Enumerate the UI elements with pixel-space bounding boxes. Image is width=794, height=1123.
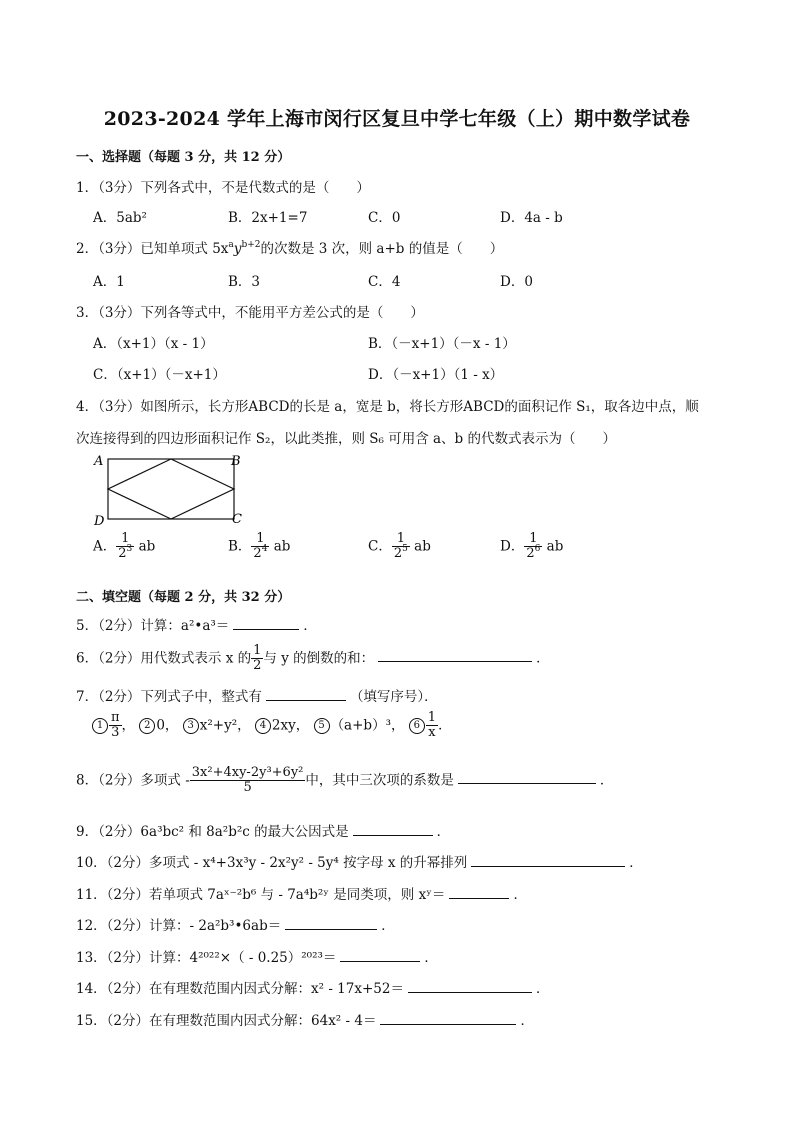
question-10: 10．（2分）多项式 - x⁴+3x³y - 2x²y² - 5y⁴ 按字母 x 的升幂排列 ．: [76, 855, 643, 871]
q2-exp-a: a: [228, 240, 234, 250]
question-15: 15．（2分）在有理数范围内因式分解：64x² - 4＝ ．: [76, 1013, 534, 1029]
q3-option-c: C．（x+1）（－x+1）: [93, 367, 226, 383]
q4-option-d: D． $\frac{1}{2^6}$ ab: [500, 531, 564, 562]
question-4-line-2: 次连接得到的四边形面积记作 S₂，以此类推，则 S₆ 可用含 a、b 的代数式表示为（ ）: [76, 431, 616, 447]
q6-answer-blank[interactable]: [378, 649, 532, 662]
question-6: 6．（2分）用代数式表示 x 的 $\frac{1}{2}$ 与 y 的倒数的和： ．: [76, 643, 550, 674]
label-d: D: [94, 514, 105, 529]
q3-option-b: B．（－x+1）（－x - 1）: [368, 336, 516, 352]
q9-answer-blank[interactable]: [353, 823, 433, 836]
inner-rhombus: [108, 459, 234, 519]
q8-answer-blank[interactable]: [458, 771, 596, 784]
q2-exp-b: b+2: [241, 240, 261, 250]
q4-option-c: C． $\frac{1}{2^5}$ ab: [368, 531, 431, 562]
q13-answer-blank[interactable]: [340, 949, 420, 962]
question-9: 9．（2分）6a³bc² 和 8a²b²c 的最大公因式是 ．: [76, 824, 451, 840]
q3-option-d: D．（－x+1）（1 - x）: [368, 367, 504, 383]
question-14: 14．（2分）在有理数范围内因式分解：x² - 17x+52＝ ．: [76, 981, 550, 997]
q2-option-b: B．3: [228, 274, 261, 290]
q4-option-a: A． $\frac{1}{2^3}$ ab: [93, 531, 156, 562]
q2-option-a: A．1: [93, 274, 125, 290]
question-8: 8．（2分）多项式 - $\frac{\text{3x²+4xy-2y³+6y²}}{5}$ 中，其中三次项的系数是 ．: [76, 765, 614, 796]
q7-items: 1 $\frac{\pi}{3}$ ， 2 0， 3 x²+y²， 4 2xy， 5 （a+b）³， 6 $\frac{1}{x}$ ．: [92, 711, 452, 741]
q5-answer-blank[interactable]: [233, 617, 299, 630]
q1-option-b: B．2x+1=7: [228, 210, 308, 226]
section-fill-heading: 二、填空题（每题 2 分，共 32 分）: [76, 590, 291, 605]
section-choice-heading: 一、选择题（每题 3 分，共 12 分）: [76, 150, 291, 165]
q14-answer-blank[interactable]: [408, 980, 532, 993]
q11-answer-blank[interactable]: [449, 886, 509, 899]
question-1: 1．（3分）下列各式中，不是代数式的是（ ）: [76, 180, 370, 196]
q2-stem-start: 2．（3分）已知单项式 5x: [76, 241, 229, 257]
label-b: B: [231, 454, 241, 469]
question-5: 5．（2分）计算：a²•a³＝ ．: [76, 618, 317, 634]
q15-answer-blank[interactable]: [380, 1012, 516, 1025]
q1-option-d: D．4a - b: [500, 210, 563, 226]
label-a: A: [94, 454, 104, 469]
question-7: 7．（2分）下列式子中，整式有 （填写序号）．: [76, 689, 438, 705]
q2-option-c: C．4: [368, 274, 401, 290]
q7-answer-blank[interactable]: [266, 688, 346, 701]
question-3: 3．（3分）下列各等式中，不能用平方差公式的是（ ）: [76, 305, 424, 321]
q3-option-a: A．（x+1）（x - 1）: [93, 336, 214, 352]
q10-answer-blank[interactable]: [471, 854, 625, 867]
q12-answer-blank[interactable]: [285, 917, 377, 930]
q4-option-b: B． $\frac{1}{2^4}$ ab: [228, 531, 291, 562]
q2-option-d: D．0: [500, 274, 533, 290]
question-13: 13．（2分）计算：4²⁰²²×（ - 0.25）²⁰²³＝ ．: [76, 950, 438, 966]
question-11: 11．（2分）若单项式 7aˣ⁻²b⁶ 与 - 7a⁴b²ʸ 是同类项，则 xʸ＝ ．: [76, 887, 527, 903]
label-c: C: [232, 512, 242, 527]
rectangle-figure: [90, 450, 250, 530]
rectangle-abcd: [108, 459, 234, 519]
q1-option-c: C．0: [368, 210, 401, 226]
question-4-line-1: 4．（3分）如图所示，长方形ABCD的长是 a，宽是 b，将长方形ABCD的面积记作 S₁，取各边中点，顺: [76, 399, 699, 415]
q1-option-a: A．5ab²: [93, 210, 147, 226]
question-2: 2．（3分）已知单项式 $5x^ay^{b+2}$的次数是 3 次，则 a+b 的值是（ ）: [76, 240, 504, 257]
question-12: 12．（2分）计算：- 2a²b³•6ab＝ ．: [76, 918, 395, 934]
q2-stem-end: 的次数是 3 次，则 a+b 的值是（ ）: [260, 241, 504, 257]
page-title: 2023-2024 学年上海市闵行区复旦中学七年级（上）期中数学试卷: [103, 108, 691, 130]
